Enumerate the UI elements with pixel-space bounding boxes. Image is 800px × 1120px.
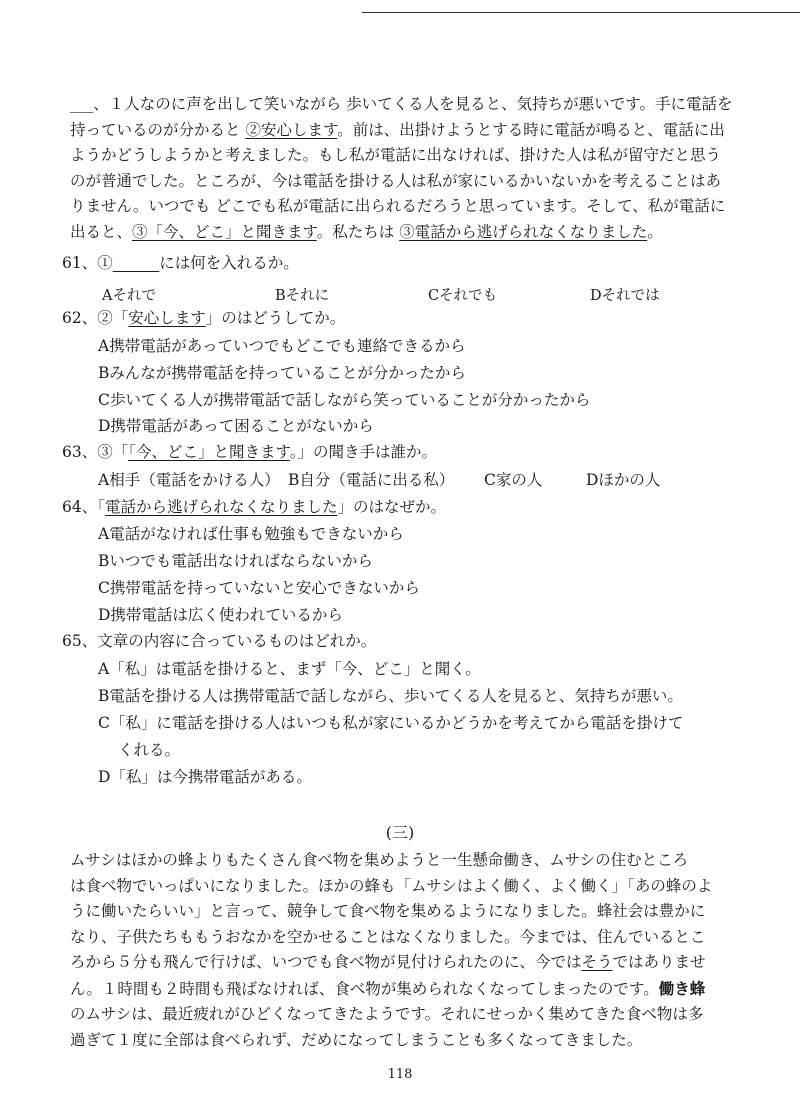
option-62-b: Bみんなが携帯電話を持っていることが分かったから xyxy=(98,364,466,382)
passage-line: りません。いつでも どこでも私が電話に出られるだろうと思っています。そして、私が電話に xyxy=(70,197,726,215)
passage-line: ___、１人なのに声を出して笑いながら 歩いてくる人を見ると、気持ちが悪いです。手に電話を xyxy=(70,95,733,113)
question-62: 62、②「安心します」のはどうしてか。 xyxy=(62,309,346,327)
option-63-c: C家の人 xyxy=(484,471,543,489)
passage-line: のムサシは、最近疲れがひどくなってきたようです。それにせっかく集めてきた食べ物は多 xyxy=(70,1005,704,1023)
passage-line: ムサシはほかの蜂よりもたくさん食べ物を集めようと一生懸命働き、ムサシの住むところ xyxy=(70,851,689,869)
option-65-d: D「私」は今携帯電話がある。 xyxy=(98,768,312,786)
option-63-b: B自分（電話に出る私） xyxy=(288,471,455,489)
question-63: 63、③「「今、どこ」と聞きます。」の聞き手は誰か。 xyxy=(62,443,438,461)
underlined-phrase-3b: ③電話から逃げられなくなりました xyxy=(399,222,648,241)
passage-line: 過ぎて１度に全部は食べられず、だめになってしまうことも多くなってきました。 xyxy=(70,1030,643,1049)
option-65-b: B電話を掛ける人は携帯電話で話しながら、歩いてくる人を見ると、気持ちが悪い。 xyxy=(98,687,683,705)
underlined-phrase-3a: ③「今、どこ」と聞きます xyxy=(132,222,317,241)
question-64: 64、「電話から逃げられなくなりました」のはなぜか。 xyxy=(62,498,447,516)
passage-line: 出ると、③「今、どこ」と聞きます。私たちは ③電話から逃げられなくなりました。 xyxy=(70,222,663,241)
passage-line: は食べ物でいっぱいになりました。ほかの蜂も「ムサシはよく働く、よく働く」「あの蜂のよ xyxy=(70,876,713,895)
passage-line: うに働いたらいい」と言って、競争して食べ物を集めるようになりました。蜂社会は豊かに xyxy=(70,902,706,920)
passage-line: のが普通でした。ところが、今は電話を掛ける人は私が家にいるかいないかを考えることはあ xyxy=(70,171,722,190)
passage-line: ん。１時間も２時間も飛ばなければ、食べ物が集められなくなってしまったのです。働き蜂 xyxy=(70,978,706,998)
option-61-b: Bそれに xyxy=(275,288,330,304)
reading-passage xyxy=(70,92,733,245)
option-61-a: Aそれで xyxy=(102,288,156,304)
reading-passage-3 xyxy=(70,848,730,1053)
question-61: 61、①______には何を入れるか。 xyxy=(62,254,299,272)
option-62-d: D携帯電話があって困ることがないから xyxy=(98,417,374,435)
option-64-d: D携帯電話は広く使われているから xyxy=(98,606,343,624)
option-65-c: C「私」に電話を掛ける人はいつも私が家にいるかどうかを考えてから電話を掛けて xyxy=(98,714,684,732)
option-64-b: Bいつでも電話出なければならないから xyxy=(98,552,373,570)
underlined-phrase-2: ②安心します xyxy=(245,120,338,139)
page-number: 118 xyxy=(387,1067,413,1082)
top-rule xyxy=(362,12,800,13)
passage-line: 持っているのが分かると ②安心します。前は、出掛けようとする時に電話が鳴ると、電話に出 xyxy=(70,120,725,139)
passage-line: ろから５分も飛んで行けば、いつでも食べ物が見付けられたのに、今ではそうではありませ xyxy=(70,953,706,971)
question-65: 65、文章の内容に合っているものはどれか。 xyxy=(62,632,377,650)
option-63-d: Dほかの人 xyxy=(586,471,661,489)
section-title: (三) xyxy=(385,823,415,842)
option-61-c: Cそれでも xyxy=(428,288,498,304)
passage-line: なり、子供たちももうおなかを空かせることはなくなりました。今までは、住んでいるとこ xyxy=(70,927,706,946)
option-65-c-cont: くれる。 xyxy=(118,741,181,759)
option-64-c: C携帯電話を持っていないと安心できないから xyxy=(98,579,420,597)
passage-line: ようかどうしようかと考えました。もし私が電話に出なければ、掛けた人は私が留守だと思う xyxy=(70,146,722,164)
option-62-a: A携帯電話があっていつでもどこでも連絡できるから xyxy=(98,337,466,355)
option-65-a: A「私」は電話を掛けると、まず「今、どこ」と聞く。 xyxy=(98,660,481,678)
option-61-d: Dそれでは xyxy=(590,288,660,304)
option-62-c: C歩いてくる人が携帯電話で話しながら笑っていることが分かったから xyxy=(98,391,591,409)
option-63-a: A相手（電話をかける人） xyxy=(98,471,280,489)
option-64-a: A電話がなければ仕事も勉強もできないから xyxy=(98,525,404,543)
